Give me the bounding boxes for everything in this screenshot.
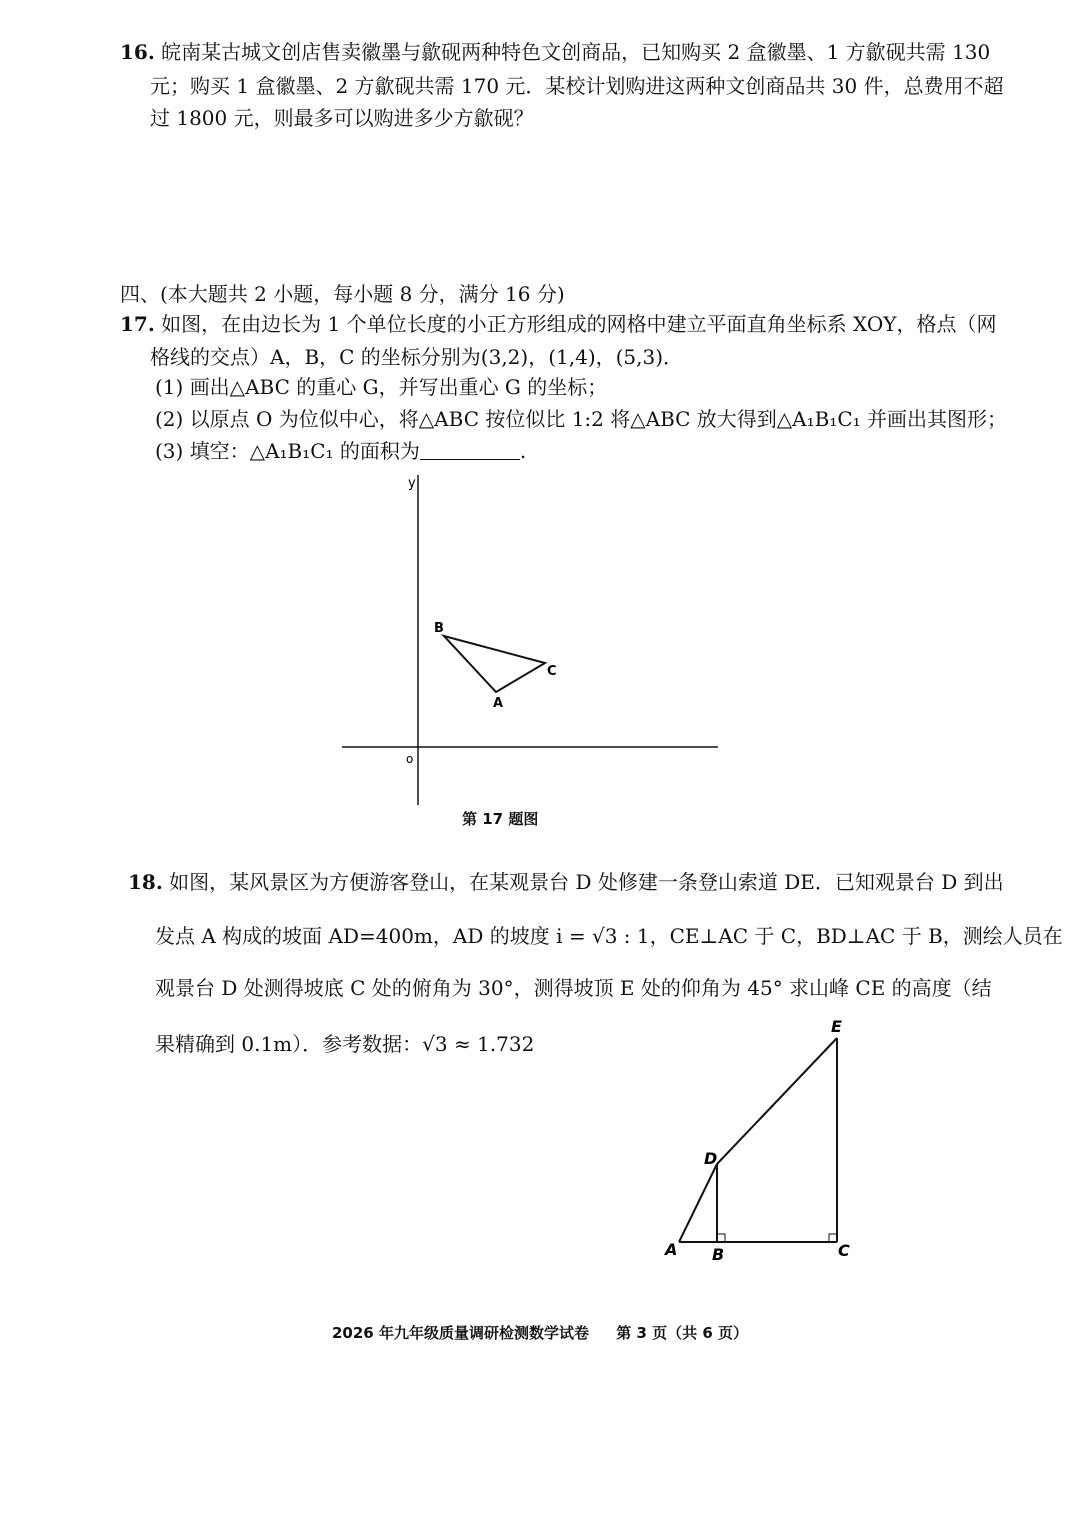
q18-line-1	[128, 868, 1004, 896]
q18-line-2: 发点 A 构成的坡面 AD=400m，AD 的坡度 i = √3 : 1，CE⊥AC 于 C，BD⊥AC 于 B，测绘人员在	[155, 924, 1063, 948]
q18-text-1: 如图，某风景区为方便游客登山，在某观景台 D 处修建一条登山索道 DE．已知观景台 D 到出	[169, 870, 1004, 894]
cable-de	[717, 1038, 837, 1164]
exam-title: 2026 年九年级质量调研检测数学试卷	[332, 1324, 589, 1342]
point-e-label: E	[831, 1017, 842, 1036]
q17-sub-3-text: (3) 填空：△A₁B₁C₁ 的面积为	[155, 439, 420, 463]
q17-sub-2: (2) 以原点 O 为位似中心，将△ABC 按位似比 1:2 将△ABC 放大得到△A₁B₁C₁ 并画出其图形；	[155, 407, 1008, 431]
triangle-abc	[444, 636, 545, 692]
slope-ad	[679, 1164, 717, 1242]
point-b-label: B	[712, 1245, 725, 1264]
answer-blank[interactable]	[420, 439, 520, 460]
page-footer	[0, 1322, 1080, 1343]
figure-17-caption: 第 17 题图	[462, 810, 539, 828]
q17-sub-3	[155, 437, 526, 465]
q18-number: 18.	[128, 870, 163, 894]
q17-number: 17.	[120, 312, 155, 336]
q17-coordinate-figure	[330, 465, 730, 815]
point-a-label: A	[665, 1240, 678, 1259]
origin-label: o	[406, 752, 414, 766]
q16-line-1	[120, 38, 990, 66]
q18-line-3: 观景台 D 处测得坡底 C 处的俯角为 30°，测得坡顶 E 处的仰角为 45° 求山峰 CE 的高度（结	[155, 976, 992, 1000]
q17-text-1: 如图，在由边长为 1 个单位长度的小正方形组成的网格中建立平面直角坐标系 XOY，格点（网	[161, 312, 997, 336]
q17-line-2: 格线的交点）A，B，C 的坐标分别为(3,2)，(1,4)，(5,3)．	[150, 345, 684, 369]
q18-slope-figure	[655, 1012, 875, 1272]
q17-sub-3-end: .	[519, 439, 527, 463]
point-d-label: D	[704, 1149, 718, 1168]
q16-line-3: 过 1800 元，则最多可以购进多少方歙砚？	[150, 106, 534, 130]
point-b-label: B	[434, 621, 444, 636]
q17-line-1	[120, 310, 996, 338]
q18-line-4: 果精确到 0.1m）．参考数据：√3 ≈ 1.732	[155, 1032, 535, 1056]
point-c-label: C	[547, 664, 557, 679]
right-angle-c	[829, 1234, 837, 1242]
y-axis-label: y	[408, 476, 416, 491]
q16-line-2: 元；购买 1 盒徽墨、2 方歙砚共需 170 元．某校计划购进这两种文创商品共 30 件，总费用不超	[150, 74, 1004, 98]
q16-text-1: 皖南某古城文创店售卖徽墨与歙砚两种特色文创商品，已知购买 2 盒徽墨、1 方歙砚共需 130	[161, 40, 991, 64]
section-4-heading: 四、(本大题共 2 小题，每小题 8 分，满分 16 分)	[120, 282, 565, 306]
page-number: 第 3 页（共 6 页）	[616, 1324, 748, 1342]
right-angle-b	[717, 1234, 725, 1242]
q17-sub-1: (1) 画出△ABC 的重心 G，并写出重心 G 的坐标；	[155, 375, 608, 399]
q16-number: 16.	[120, 40, 155, 64]
point-c-label: C	[838, 1241, 850, 1260]
point-a-label: A	[493, 696, 504, 711]
